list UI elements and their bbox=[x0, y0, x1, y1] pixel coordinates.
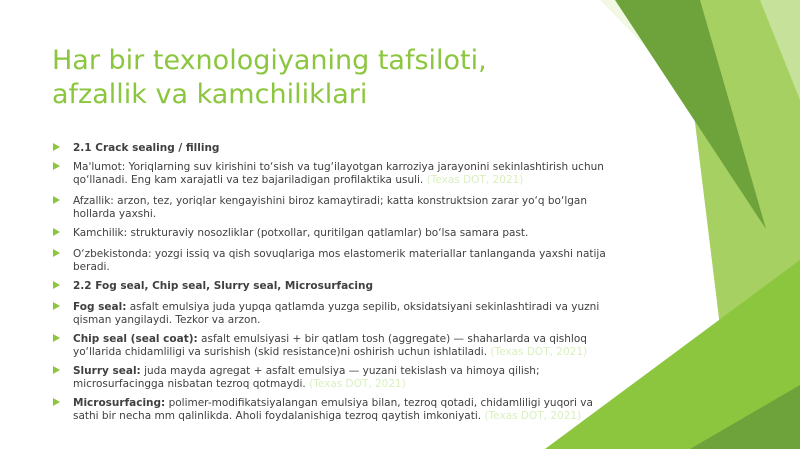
bullet-arrow-icon bbox=[53, 366, 60, 374]
bullet-item bbox=[52, 161, 612, 187]
bullet-text: Kamchilik: strukturaviy nosozliklar (potxollar, quritilgan qatlamlar) bo‘lsa samara past. bbox=[73, 227, 529, 239]
bullet-heading: 2.1 Crack sealing / filling bbox=[73, 142, 220, 154]
bullet-text: polimer-modifikatsiyalangan emulsiya bilan, tezroq qotadi, chidamliligi yuqori va sathi bir necha mm qalinlikda. Aholi foydalanishiga tezroq qaytish imkoniyati. bbox=[73, 397, 593, 422]
bullet-citation: (Texas DOT, 2021) bbox=[426, 174, 524, 186]
bullet-item bbox=[52, 142, 612, 155]
bullet-item bbox=[52, 301, 612, 327]
slide-title-line-2: afzallik va kamchiliklari bbox=[52, 79, 368, 110]
bullet-arrow-icon bbox=[53, 398, 60, 406]
bullet-item bbox=[52, 227, 612, 240]
bullet-item bbox=[52, 195, 612, 221]
bullet-item bbox=[52, 280, 612, 293]
bullet-heading: 2.2 Fog seal, Chip seal, Slurry seal, Microsurfacing bbox=[73, 280, 373, 292]
bullet-text: O‘zbekistonda: yozgi issiq va qish sovuqlariga mos elastomerik materiallar tanlanganda yaxshi natija beradi. bbox=[73, 248, 606, 273]
bullet-term: Microsurfacing: bbox=[73, 397, 166, 409]
bullet-arrow-icon bbox=[53, 281, 60, 289]
bullet-arrow-icon bbox=[53, 302, 60, 310]
bullet-citation: (Texas DOT, 2021) bbox=[484, 410, 582, 422]
bullet-text: juda mayda agregat + asfalt emulsiya — yuzani tekislash va himoya qilish; microsurfacingga nisbatan tezroq qotmaydi. bbox=[73, 365, 540, 390]
bullet-item bbox=[52, 333, 612, 359]
bullet-arrow-icon bbox=[53, 196, 60, 204]
bullet-arrow-icon bbox=[53, 334, 60, 342]
slide-title bbox=[52, 44, 572, 112]
bullet-term: Slurry seal: bbox=[73, 365, 141, 377]
bullet-arrow-icon bbox=[53, 228, 60, 236]
slide-title-line-1: Har bir texnologiyaning tafsiloti, bbox=[52, 45, 487, 76]
bullet-term: Fog seal: bbox=[73, 301, 127, 313]
bullet-text: Afzallik: arzon, tez, yoriqlar kengayishini biroz kamaytiradi; katta konstruktsion zarar yo‘q bo‘lgan hollarda yaxshi. bbox=[73, 195, 587, 220]
bullet-citation: (Texas DOT, 2021) bbox=[490, 346, 588, 358]
bullet-text: asfalt emulsiya juda yupqa qatlamda yuzga sepilib, oksidatsiyani sekinlashtiradi va yuzni qisman yangilaydi. Tezkor va arzon. bbox=[73, 301, 600, 326]
bullet-arrow-icon bbox=[53, 162, 60, 170]
bullet-list bbox=[52, 142, 612, 429]
bullet-item bbox=[52, 365, 612, 391]
bullet-item bbox=[52, 397, 612, 423]
bullet-term: Chip seal (seal coat): bbox=[73, 333, 198, 345]
bullet-text: asfalt emulsiyasi + bir qatlam tosh (aggregate) — shaharlarda va qishloq yo‘llarida chidamliligi va surishish (skid resistance)ni oshirish uchun ishlatiladi. bbox=[73, 333, 587, 358]
bullet-arrow-icon bbox=[53, 249, 60, 257]
bullet-item bbox=[52, 248, 612, 274]
bullet-text: Ma'lumot: Yoriqlarning suv kirishini to‘sish va tug‘ilayotgan karroziya jarayonini sekinlashtirish uchun qo‘llanadi. Eng kam xarajatli va tez bajariladigan profilaktika usuli. bbox=[73, 161, 604, 186]
bullet-arrow-icon bbox=[53, 143, 60, 151]
bullet-citation: (Texas DOT, 2021) bbox=[309, 378, 406, 390]
